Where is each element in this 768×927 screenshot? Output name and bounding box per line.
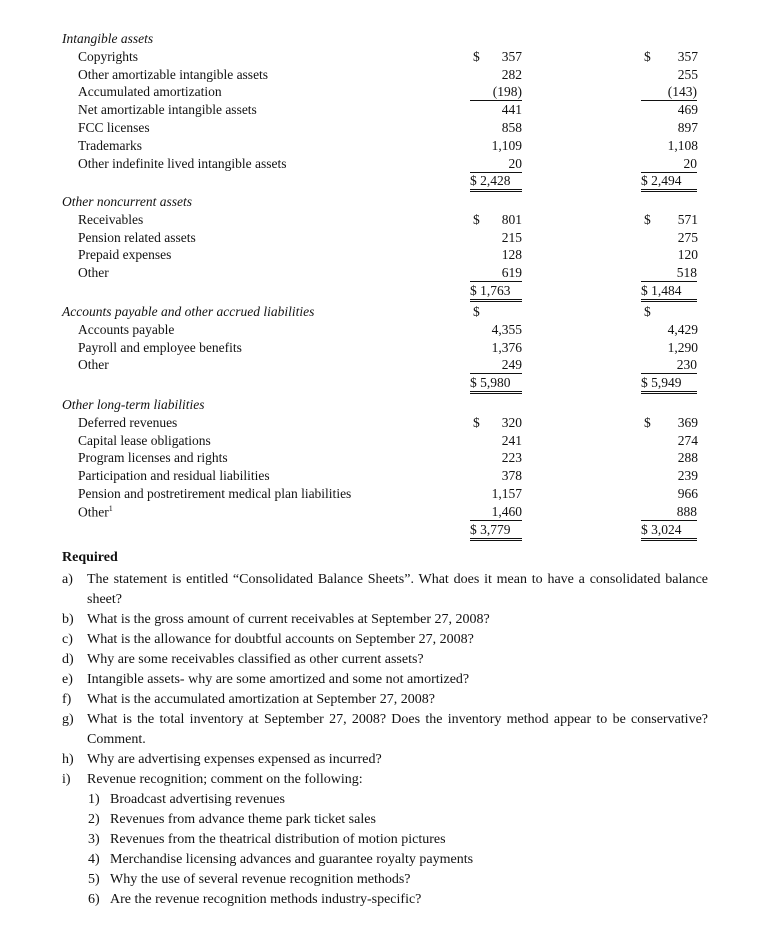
question-marker: e): [62, 672, 73, 687]
value-2008: 4,355: [491, 321, 522, 337]
row-label: Payroll and employee benefits: [78, 339, 242, 355]
dollar-sign: $: [644, 304, 651, 319]
value-2008: 378: [501, 468, 522, 484]
dollar-sign: $: [644, 211, 651, 227]
row-label: Receivables: [78, 211, 144, 227]
total-2008: $ 2,428: [470, 173, 522, 192]
table-row: [0, 247, 768, 264]
question-marker: g): [62, 712, 74, 727]
subitem-marker: 6): [88, 892, 100, 907]
row-label: Program licenses and rights: [78, 450, 228, 466]
value-2007: (143): [641, 84, 697, 101]
value-2007: 966: [677, 486, 698, 501]
value-2007: 239: [677, 468, 698, 484]
subitem-marker: 5): [88, 872, 100, 887]
value-2007: 571: [677, 211, 698, 227]
value-2007: 897: [677, 120, 698, 135]
subitem-marker: 1): [88, 792, 100, 807]
subitem: [88, 810, 376, 830]
question-text: What is the allowance for doubtful accounts on September 27, 2008?: [87, 632, 474, 647]
value-2007: 888: [641, 504, 697, 521]
question-marker: f): [62, 692, 72, 707]
value-2007: 20: [641, 156, 697, 173]
value-2007: 4,429: [667, 321, 698, 337]
required-heading: Required: [62, 550, 118, 565]
total-2008: $ 5,980: [470, 375, 522, 394]
row-label: Prepaid expenses: [78, 247, 172, 263]
row-label: Trademarks: [78, 137, 142, 153]
question-item: [62, 570, 708, 610]
value-2008: 357: [501, 48, 522, 64]
row-label: Accounts payable: [78, 321, 175, 337]
subitem-text: Are the revenue recognition methods industry-specific?: [110, 892, 422, 907]
value-2008: 249: [470, 357, 522, 374]
table-row: [0, 486, 768, 503]
subitem-text: Broadcast advertising revenues: [110, 792, 285, 807]
row-label: Other amortizable intangible assets: [78, 66, 269, 82]
question-item: [62, 610, 708, 630]
value-2008: 320: [501, 414, 522, 430]
value-2008: 215: [501, 229, 522, 245]
table-row: [0, 357, 768, 374]
total-row: [0, 283, 768, 300]
dollar-sign: $: [644, 48, 651, 64]
question-item: [62, 710, 708, 750]
section-title: Other noncurrent assets: [62, 194, 192, 209]
table-row: [0, 49, 768, 66]
value-2007: 230: [641, 357, 697, 374]
value-2008: 20: [470, 156, 522, 173]
dollar-sign: $: [644, 414, 651, 430]
table-row: [0, 120, 768, 137]
dollar-sign: $: [473, 48, 480, 64]
row-label: Accumulated amortization: [78, 84, 222, 100]
question-text: What is the gross amount of current receivables at September 27, 2008?: [87, 612, 490, 627]
question-marker: a): [62, 572, 73, 587]
total-row: [0, 375, 768, 392]
subitem-text: Revenues from advance theme park ticket sales: [110, 812, 376, 827]
question-item: [62, 770, 708, 790]
table-row: [0, 138, 768, 155]
value-2008: 128: [501, 247, 522, 263]
value-2007: 469: [677, 102, 698, 118]
table-row: [0, 156, 768, 173]
value-2008: 441: [501, 102, 522, 118]
section-title: Intangible assets: [62, 31, 154, 46]
row-label: Deferred revenues: [78, 414, 178, 430]
row-label: Other indefinite lived intangible assets: [78, 155, 287, 171]
value-2008: 801: [501, 211, 522, 227]
footnote-marker: 1: [108, 503, 113, 513]
table-row: [0, 102, 768, 119]
table-row: [0, 67, 768, 84]
row-label: Other: [78, 357, 109, 373]
row-label: Capital lease obligations: [78, 432, 211, 448]
table-row: [0, 433, 768, 450]
total-row: [0, 522, 768, 539]
section-title: Accounts payable and other accrued liabilities: [62, 304, 315, 319]
subitem-text: Revenues from the theatrical distribution of motion pictures: [110, 832, 446, 847]
table-row: [0, 340, 768, 357]
question-text: Why are some receivables classified as other current assets?: [87, 652, 424, 667]
question-marker: b): [62, 612, 74, 627]
dollar-sign: $: [473, 414, 480, 430]
row-label: FCC licenses: [78, 120, 150, 135]
question-text: Why are advertising expenses expensed as incurred?: [87, 752, 382, 767]
value-2007: 288: [677, 450, 698, 466]
table-row: [0, 322, 768, 339]
table-row: [0, 230, 768, 247]
subitem: [88, 890, 421, 910]
value-2007: 1,108: [667, 137, 698, 153]
value-2007: 275: [677, 229, 698, 245]
value-2008: 619: [470, 265, 522, 282]
section-title: Other long-term liabilities: [62, 397, 205, 412]
value-2008: 1,460: [470, 504, 522, 521]
table-row: [0, 265, 768, 282]
table-row: [0, 415, 768, 432]
row-label: Other: [78, 265, 109, 281]
value-2007: 369: [677, 414, 698, 430]
question-item: [62, 630, 708, 650]
value-2008: 858: [501, 120, 522, 135]
value-2007: 1,290: [667, 339, 698, 355]
question-item: [62, 670, 708, 690]
subitem: [88, 870, 411, 890]
total-row: [0, 173, 768, 190]
value-2008: 241: [501, 432, 522, 448]
row-label: Copyrights: [78, 48, 139, 64]
row-label: Net amortizable intangible assets: [78, 102, 257, 118]
question-text: What is the total inventory at September 27, 2008? Does the inventory method appear to be conservative? Comment.: [87, 712, 708, 747]
subitem-marker: 2): [88, 812, 100, 827]
row-label: Pension related assets: [78, 229, 196, 245]
total-2007: $ 3,024: [641, 522, 697, 541]
value-2007: 274: [677, 432, 698, 448]
value-2008: (198): [470, 84, 522, 101]
total-2007: $ 2,494: [641, 173, 697, 192]
question-item: [62, 690, 708, 710]
question-text: Revenue recognition; comment on the following:: [87, 772, 363, 787]
value-2008: 1,109: [491, 137, 522, 153]
value-2008: 282: [501, 66, 522, 82]
value-2007: 518: [641, 265, 697, 282]
question-marker: d): [62, 652, 74, 667]
dollar-sign: $: [473, 211, 480, 227]
value-2007: 357: [677, 48, 698, 64]
table-row: [0, 84, 768, 101]
subitem: [88, 830, 446, 850]
subitem-text: Why the use of several revenue recognition methods?: [110, 872, 411, 887]
table-row: [0, 468, 768, 485]
table-row: [0, 212, 768, 229]
subitem: [88, 790, 285, 810]
subitem: [88, 850, 473, 870]
dollar-sign: $: [473, 304, 480, 319]
question-item: [62, 750, 708, 770]
value-2008: 223: [501, 450, 522, 466]
question-text: What is the accumulated amortization at September 27, 2008?: [87, 692, 435, 707]
question-text: The statement is entitled “Consolidated Balance Sheets”. What does it mean to have a consolidated balance sheet?: [87, 572, 708, 607]
subitem-text: Merchandise licensing advances and guarantee royalty payments: [110, 852, 474, 867]
row-label: Other$^1$: [78, 503, 113, 520]
total-2007: $ 5,949: [641, 375, 697, 394]
subitem-marker: 4): [88, 852, 100, 867]
total-2008: $ 3,779: [470, 522, 522, 541]
question-marker: c): [62, 632, 73, 647]
table-row: [0, 504, 768, 521]
subitem-marker: 3): [88, 832, 100, 847]
value-2007: 120: [677, 247, 698, 263]
value-2008: 1,376: [491, 339, 522, 355]
question-item: [62, 650, 708, 670]
total-2007: $ 1,484: [641, 283, 697, 302]
total-2008: $ 1,763: [470, 283, 522, 302]
value-2008: 1,157: [491, 486, 522, 501]
value-2007: 255: [677, 66, 698, 82]
row-label: Pension and postretirement medical plan liabilities: [78, 486, 352, 501]
question-marker: h): [62, 752, 74, 767]
question-marker: i): [62, 772, 71, 787]
question-text: Intangible assets- why are some amortized and some not amortized?: [87, 672, 470, 687]
table-row: [0, 450, 768, 467]
row-label: Participation and residual liabilities: [78, 468, 270, 484]
